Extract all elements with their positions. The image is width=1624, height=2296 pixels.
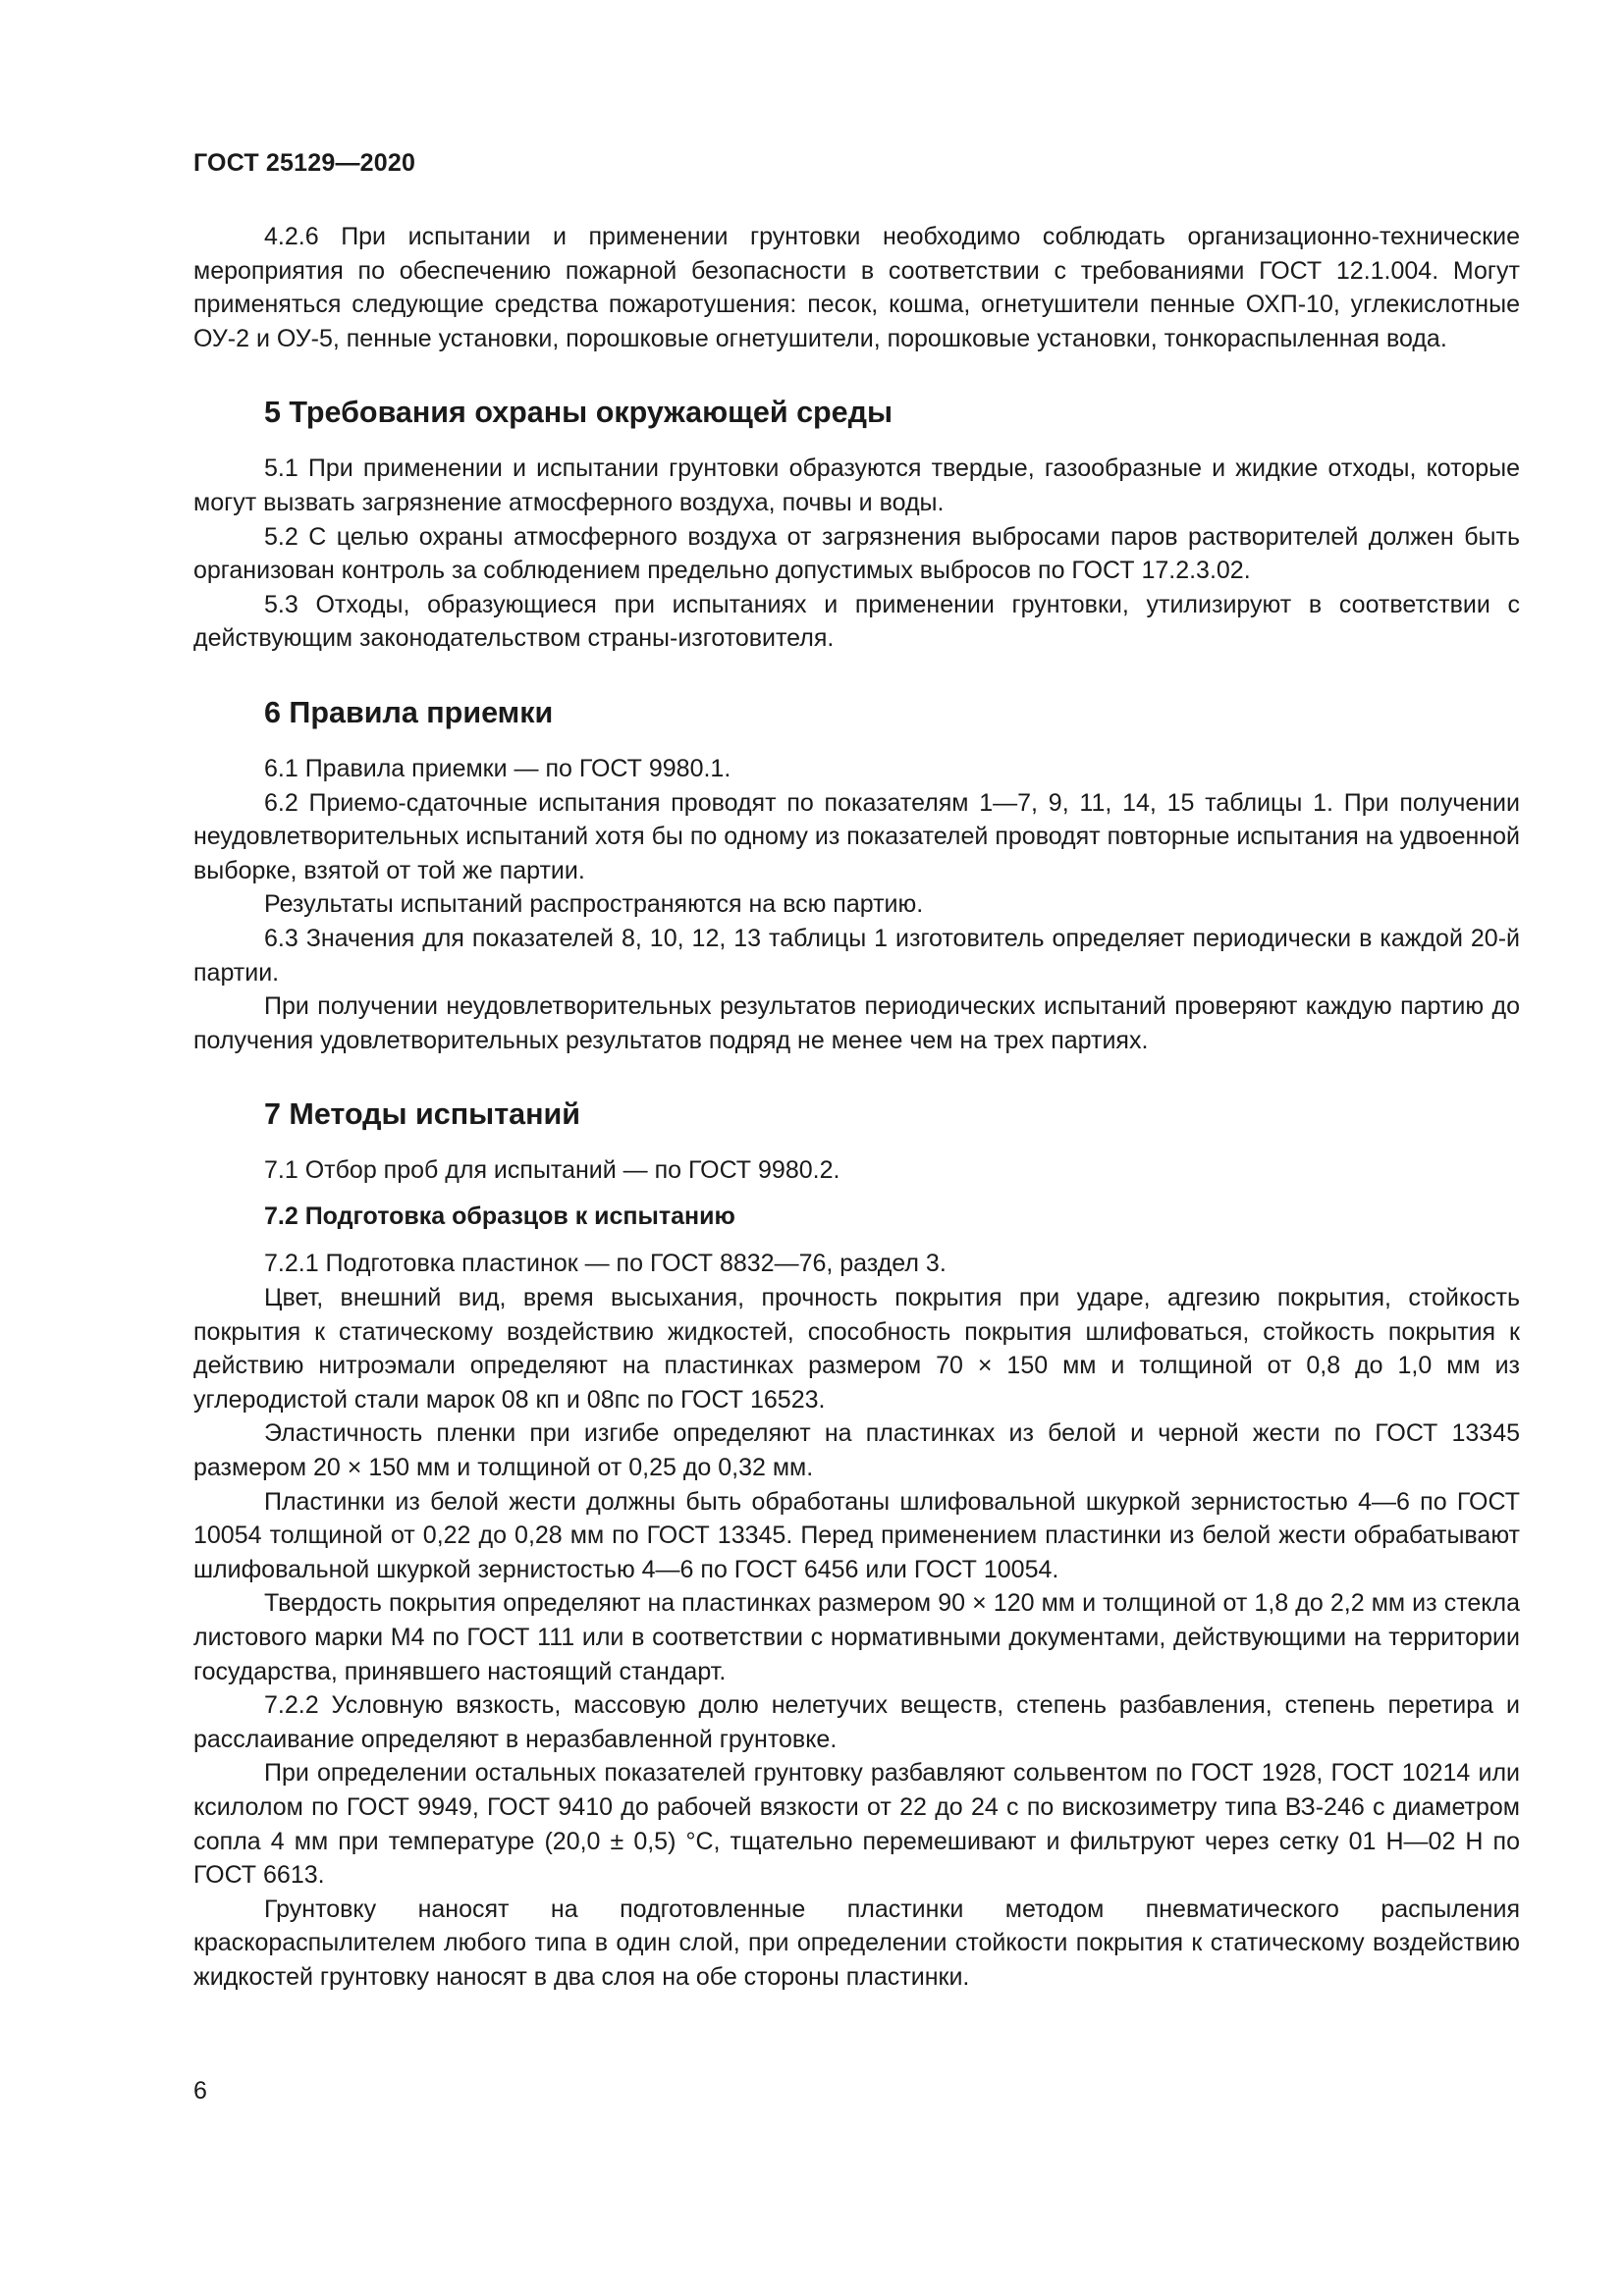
paragraph-elasticity: Эластичность пленки при изгибе определяют на пластинках из белой и черной жести по ГОСТ 13345 размером 20 × 150 мм и толщиной от 0,25 до 0,32 мм. [193, 1419, 1520, 1482]
paragraph-6-2-results: Результаты испытаний распространяются на всю партию. [264, 890, 924, 919]
paragraph-plates-steel: Цвет, внешний вид, время высыхания, прочность покрытия при ударе, адгезию покрытия, стойкость покрытия к статическому воздействию жидкостей, способность покрытия шлифоваться, стойкость покрытия к действию нитроэмали определяют на пластинках размером 70 × 150 мм и толщиной от 0,8 до 1,0 мм из углеродистой стали марок 08 кп и 08пс по ГОСТ 16523. [193, 1284, 1520, 1414]
paragraph-5-2: 5.2 С целью охраны атмосферного воздуха от загрязнения выбросами паров растворителей должен быть организован контроль за соблюдением предельно допустимых выбросов по ГОСТ 17.2.3.02. [193, 522, 1520, 585]
paragraph-6-2: 6.2 Приемо-сдаточные испытания проводят по показателям 1—7, 9, 11, 14, 15 таблицы 1. При получении неудовлетворительных испытаний хотя бы по одному из показателей проводят повторные испытания на удвоенной выборке, взятой от той же партии. [193, 788, 1520, 884]
section-5-title: 5 Требования охраны окружающей среды [264, 396, 893, 430]
paragraph-dilution: При определении остальных показателей грунтовку разбавляют сольвентом по ГОСТ 1928, ГОСТ 10214 или ксилолом по ГОСТ 9949, ГОСТ 9410 до рабочей вязкости от 22 до 24 с по вискозиметру типа ВЗ-246 с диаметром сопла 4 мм при температуре (20,0 ± 0,5) °С, тщательно перемешивают и фильтруют через сетку 01 Н—02 Н по ГОСТ 6613. [193, 1759, 1520, 1890]
paragraph-6-1: 6.1 Правила приемки — по ГОСТ 9980.1. [264, 754, 731, 782]
document-body [193, 220, 1520, 1995]
paragraph-7-1: 7.1 Отбор проб для испытаний — по ГОСТ 9980.2. [264, 1156, 840, 1185]
paragraph-4-2-6: 4.2.6 При испытании и применении грунтовки необходимо соблюдать организационно-технические мероприятия по обеспечению пожарной безопасности в соответствии с требованиями ГОСТ 12.1.004. Могут применяться следующие средства пожаротушения: песок, кошма, огнетушители пенные ОХП-10, углекислотные ОУ-2 и ОУ-5, пенные установки, порошковые огнетушители, порошковые установки, тонкораспыленная вода. [193, 223, 1520, 352]
paragraph-hardness: Твердость покрытия определяют на пластинках размером 90 × 120 мм и толщиной от 1,8 до 2,2 мм из стекла листового марки М4 по ГОСТ 111 или в соответствии с нормативными документами, действующими на территории государства, принявшего настоящий стандарт. [193, 1589, 1520, 1685]
paragraph-6-3-periodic: При получении неудовлетворительных результатов периодических испытаний проверяют каждую партию до получения удовлетворительных результатов подряд не менее чем на трех партиях. [193, 992, 1520, 1054]
paragraph-5-1: 5.1 При применении и испытании грунтовки образуются твердые, газообразные и жидкие отходы, которые могут вызвать загрязнение атмосферного воздуха, почвы и воды. [193, 454, 1520, 516]
paragraph-6-3: 6.3 Значения для показателей 8, 10, 12, 13 таблицы 1 изготовитель определяет периодически в каждой 20-й партии. [193, 924, 1520, 987]
page-number: 6 [193, 2077, 207, 2105]
section-6-title: 6 Правила приемки [264, 695, 554, 729]
paragraph-application: Грунтовку наносят на подготовленные пластинки методом пневматического распыления краскораспылителем любого типа в один слой, при определении стойкости покрытия к статическому воздействию жидкостей грунтовку наносят в два слоя на обе стороны пластинки. [193, 1895, 1520, 1991]
paragraph-7-2-2: 7.2.2 Условную вязкость, массовую долю нелетучих веществ, степень разбавления, степень перетира и расслаивание определяют в неразбавленной грунтовке. [193, 1691, 1520, 1753]
section-7-title: 7 Методы испытаний [264, 1097, 581, 1132]
paragraph-7-2-1: 7.2.1 Подготовка пластинок — по ГОСТ 8832—76, раздел 3. [264, 1250, 947, 1278]
paragraph-5-3: 5.3 Отходы, образующиеся при испытаниях и применении грунтовки, утилизируют в соответствии с действующим законодательством страны-изготовителя. [193, 590, 1520, 653]
subsection-7-2-title: 7.2 Подготовка образцов к испытанию [264, 1201, 735, 1230]
paragraph-tin-plates: Пластинки из белой жести должны быть обработаны шлифовальной шкуркой зернистостью 4—6 по ГОСТ 10054 толщиной от 0,22 до 0,28 мм по ГОСТ 13345. Перед применением пластинки из белой жести обрабатывают шлифовальной шкуркой зернистостью 4—6 по ГОСТ 6456 или ГОСТ 10054. [193, 1487, 1520, 1583]
document-header: ГОСТ 25129—2020 [193, 149, 416, 177]
